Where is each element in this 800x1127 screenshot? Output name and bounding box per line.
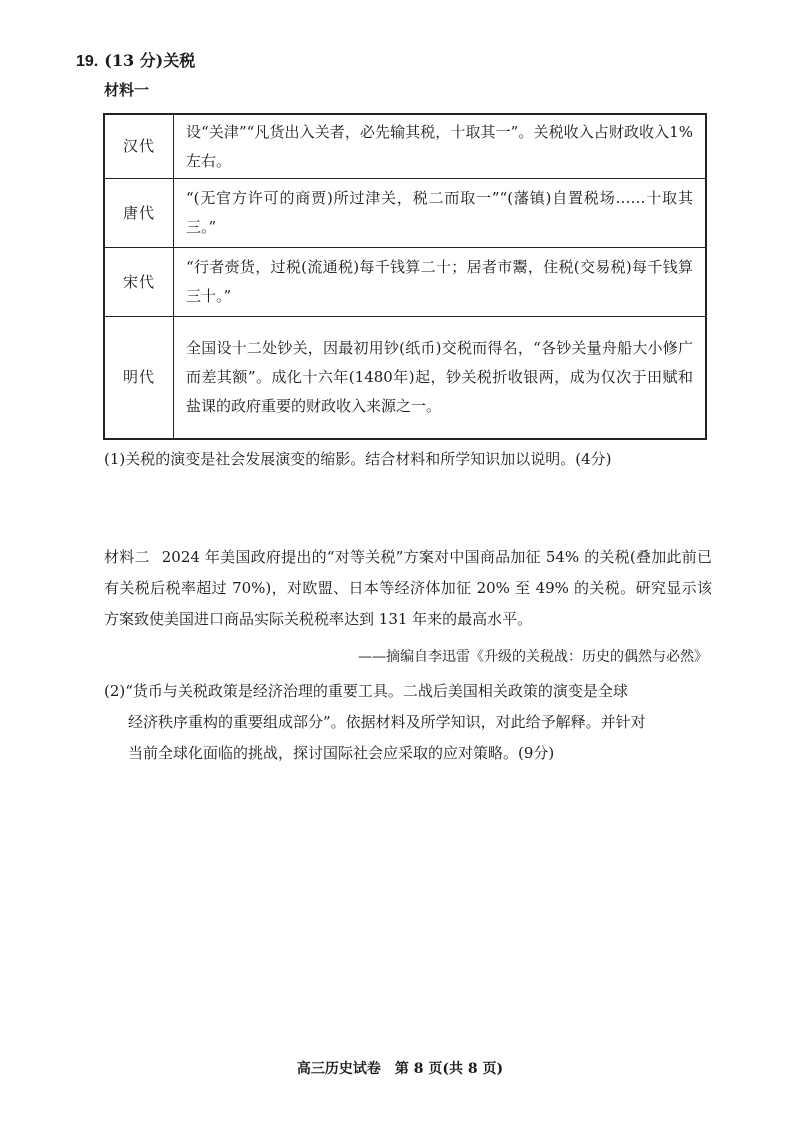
tariff-history-table bbox=[103, 113, 707, 440]
table-row bbox=[104, 179, 706, 248]
question-title: (13 分)关税 bbox=[104, 51, 196, 70]
sub-question-2-line: 经济秩序重构的重要组成部分”。依据材料及所学知识，对此给予解释。并针对 bbox=[128, 713, 646, 731]
description-cell: 全国设十二处钞关，因最初用钞(纸币)交税而得名，“各钞关量舟船大小修广而差其额”。成化十六年(1480年)起，钞关税折收银两，成为仅次于田赋和盐课的政府重要的财政收入来源之一。 bbox=[174, 316, 707, 439]
question-header bbox=[76, 48, 195, 71]
sub-question-1: (1)关税的演变是社会发展演变的缩影。结合材料和所学知识加以说明。(4分) bbox=[104, 450, 612, 468]
description-cell: “(无官方许可的商贾)所过津关，税二而取一”“(藩镇)自置税场……十取其三。” bbox=[174, 179, 707, 248]
table-row bbox=[104, 316, 706, 439]
dynasty-cell: 宋代 bbox=[104, 248, 174, 317]
dynasty-cell: 汉代 bbox=[104, 114, 174, 179]
material1-label: 材料一 bbox=[104, 81, 150, 99]
material2 bbox=[104, 542, 712, 635]
dynasty-cell: 唐代 bbox=[104, 179, 174, 248]
dynasty-cell: 明代 bbox=[104, 316, 174, 439]
material2-citation: ——摘编自李迅雷《升级的关税战：历史的偶然与必然》 bbox=[358, 649, 708, 665]
sub-question-2-line: 当前全球化面临的挑战，探讨国际社会应采取的应对策略。(9分) bbox=[128, 744, 555, 762]
table-row bbox=[104, 248, 706, 317]
material2-label: 材料二 bbox=[104, 548, 150, 566]
sub-question-2-line: (2)“货币与关税政策是经济治理的重要工具。二战后美国相关政策的演变是全球 bbox=[104, 682, 628, 700]
description-cell: “行者赍货，过税(流通税)每千钱算二十；居者市鬻，住税(交易税)每千钱算三十。” bbox=[174, 248, 707, 317]
description-cell: 设“关津”“凡货出入关者，必先输其税，十取其一”。关税收入占财政收入1%左右。 bbox=[174, 114, 707, 179]
material2-text: 2024 年美国政府提出的“对等关税”方案对中国商品加征 54% 的关税(叠加此前已有关税后税率超过 70%)，对欧盟、日本等经济体加征 20% 至 49% 的关税。研究显示该方案致使美国进口商品实际关税税率达到 131 年来的最高水平。 bbox=[104, 548, 712, 628]
question-number: 19. bbox=[76, 53, 99, 70]
page-footer: 高三历史试卷 第 8 页(共 8 页) bbox=[296, 1061, 504, 1077]
table-row bbox=[104, 114, 706, 179]
sub-question-2 bbox=[104, 676, 716, 769]
